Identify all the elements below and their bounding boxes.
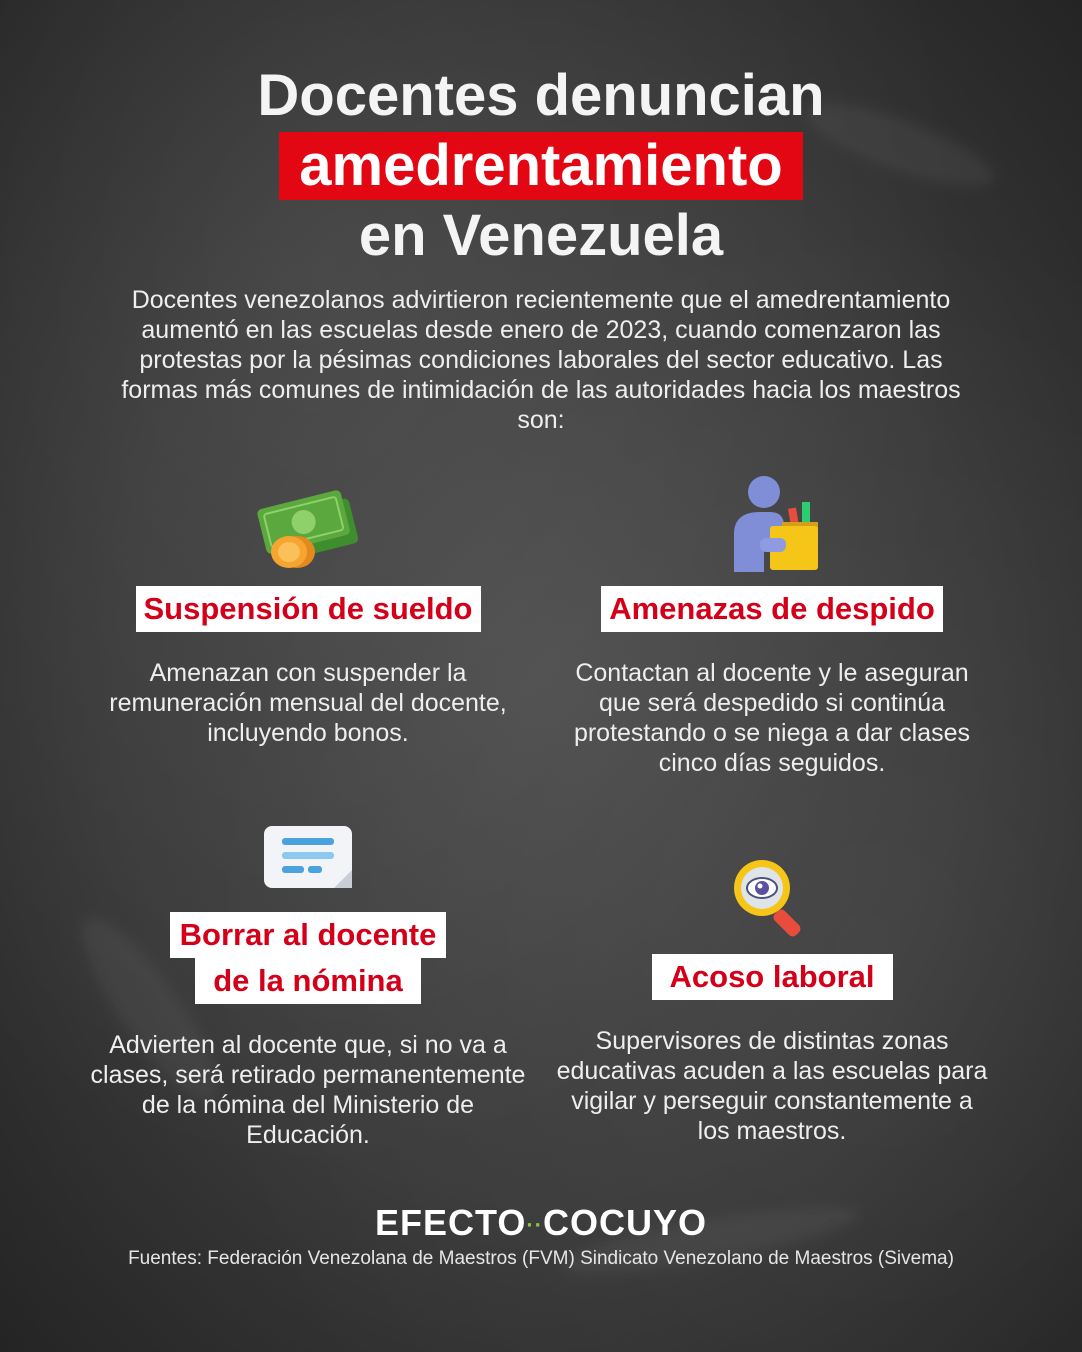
card-amenazas-despido [552, 472, 992, 778]
magnifier-eye-icon [730, 856, 814, 940]
money-icon [253, 478, 363, 574]
page-title [0, 62, 1082, 270]
card-acoso-laboral [552, 856, 992, 1146]
intro-paragraph: Docentes venezolanos advirtieron recientemente que el amedrentamiento aumentó en las escuelas desde enero de 2023, cuando comenzaron las protestas por la pésimas condiciones laborales del sector educativo. Las formas más comunes de intimidación de las autoridades hacia los maestros son: [121, 286, 961, 434]
brand-dots-icon: ·· [526, 1212, 543, 1238]
card-description: Amenazan con suspender la remuneración mensual del docente, incluyendo bonos. [109, 659, 507, 747]
title-line-1: Docentes denuncian [257, 63, 825, 128]
sources-text: Fuentes: Federación Venezolana de Maestros (FVM) Sindicato Venezolano de Maestros (Sivema) [128, 1248, 954, 1269]
card-description: Advierten al docente que, si no va a clases, será retirado permanentemente de la nómina del Ministerio de Educación. [90, 1031, 526, 1149]
card-label-line-1: Borrar al docente [170, 912, 447, 958]
brand-right: COCUYO [543, 1202, 708, 1243]
card-label: Acoso laboral [652, 954, 893, 1000]
card-description: Contactan al docente y le aseguran que será despedido si continúa protestando o se niega a dar clases cinco días seguidos. [573, 659, 971, 777]
document-icon [262, 824, 354, 890]
card-suspension-sueldo [88, 478, 528, 748]
card-borrar-nomina [88, 824, 528, 1150]
dismissed-worker-icon [720, 472, 824, 576]
title-highlight: amedrentamiento [279, 132, 802, 200]
title-line-3: en Venezuela [358, 203, 724, 268]
card-label: Amenazas de despido [601, 586, 943, 632]
card-description: Supervisores de distintas zonas educativas acuden a las escuelas para vigilar y perseguir constantemente a los maestros. [556, 1027, 988, 1145]
brand-logo [0, 1202, 1082, 1244]
brand-left: EFECTO [374, 1202, 527, 1243]
card-label-line-2: de la nómina [195, 958, 420, 1004]
card-label: Suspensión de sueldo [136, 586, 481, 632]
